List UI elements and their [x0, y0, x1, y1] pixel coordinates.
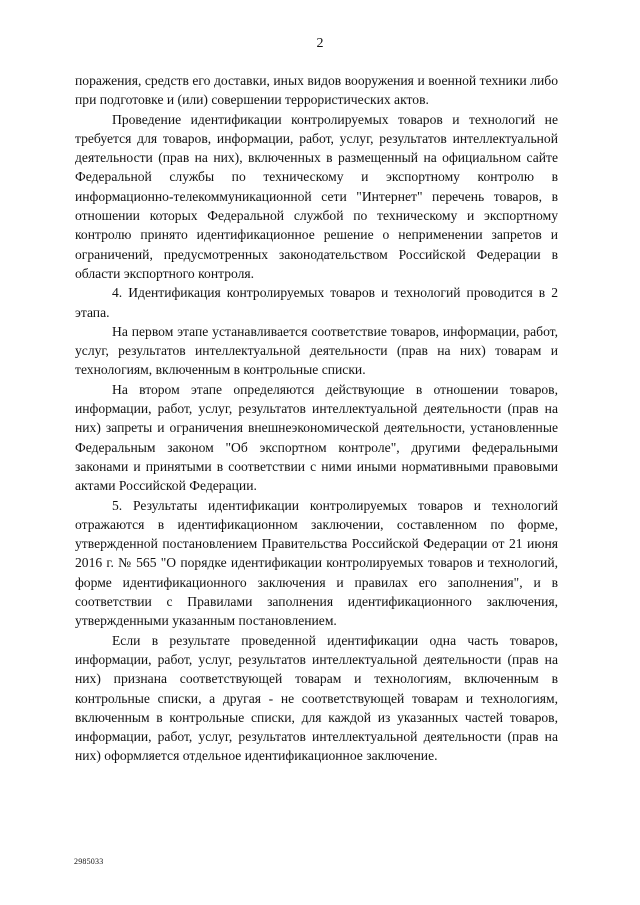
page-number: 2 — [316, 36, 324, 51]
paragraph-first-stage: На первом этапе устанавливается соответствие товаров, информации, работ, услуг, результатов интеллектуальной деятельности (прав на них) товарам и технологиям, включенным в контрольные списки. — [75, 323, 558, 378]
paragraph-separate-conclusion: Если в результате проведенной идентификации одна часть товаров, информации, работ, услуг, результатов интеллектуальной деятельности (прав на них) признана соответствующей товарам и технологиям, включенным в контрольные списки, а другая - не соответствующей товарам и технологиям, включенным в контрольные списки, для каждой из указанных частей товаров, информации, работ, услуг, результатов интеллектуальной деятельности (прав на них) оформляется отдельное идентификационное заключение. — [75, 632, 558, 764]
document-body — [75, 71, 558, 766]
document-code: 2985033 — [74, 857, 104, 866]
paragraph-second-stage: На втором этапе определяются действующие в отношении товаров, информации, работ, услуг, результатов интеллектуальной деятельности (прав на них) запреты и ограничения внешнеэкономической деятельности, установленные Федеральным законом "Об экспортном контроле", другими федеральными законами и принятыми в соответствии с ними иными нормативными правовыми актами Российской Федерации. — [75, 381, 558, 494]
paragraph-item-5: 5. Результаты идентификации контролируемых товаров и технологий отражаются в идентификационном заключении, составленном по форме, утвержденной постановлением Правительства Российской Федерации от 21 июня 2016 г. № 565 "О порядке идентификации контролируемых товаров и технологий, форме идентификационного заключения и правилах его заполнения", и в соответствии с Правилами заполнения идентификационного заключения, утвержденными указанным постановлением. — [75, 497, 558, 629]
paragraph-item-4: 4. Идентификация контролируемых товаров и технологий проводится в 2 этапа. — [75, 285, 558, 320]
paragraph-identification-exemption: Проведение идентификации контролируемых товаров и технологий не требуется для товаров, информации, работ, услуг, результатов интеллектуальной деятельности (прав на них), включенных в размещенный на официальном сайте Федеральной службы по техническому и экспортному контролю в информационно-телекоммуникационной сети "Интернет" перечень товаров, в отношении которых Федеральной службой по техническому и экспортному контролю принято идентификационное решение о неприменении запретов и ограничений, предусмотренных законодательством Российской Федерации в области экспортного контроля. — [75, 111, 558, 281]
paragraph-continuation: поражения, средств его доставки, иных видов вооружения и военной техники либо при подготовке и (или) совершении террористических актов. — [75, 73, 558, 108]
